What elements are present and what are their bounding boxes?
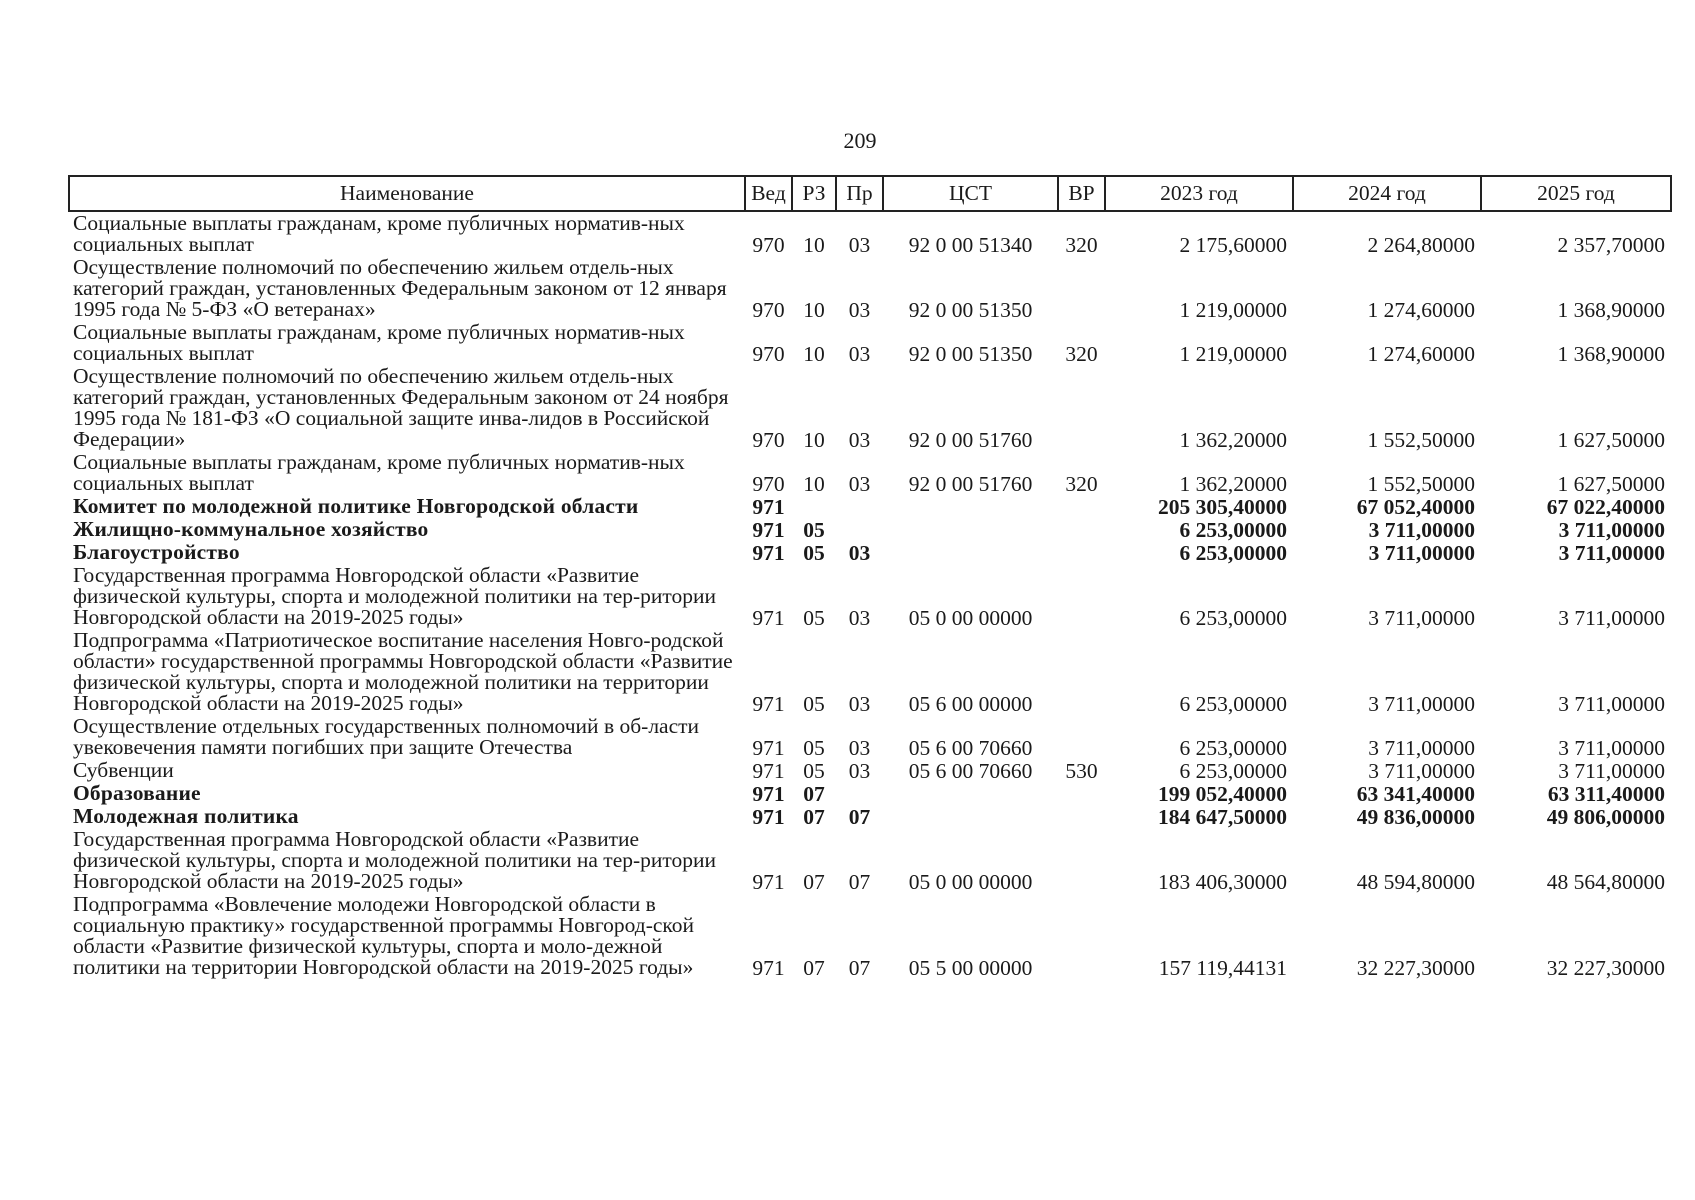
row-ved: 971 (752, 736, 785, 760)
row-cst (883, 782, 1058, 805)
row-vr (1058, 828, 1105, 893)
row-vr (1058, 365, 1105, 451)
row-2023: 184 647,50000 (1158, 805, 1287, 829)
table-row (69, 828, 1671, 893)
row-ved: 970 (752, 298, 785, 322)
row-pr: 03 (848, 541, 871, 565)
row-rz: 10 (803, 233, 825, 257)
table-row (69, 451, 1671, 495)
table-row (69, 893, 1671, 979)
row-2025: 1 368,90000 (1557, 298, 1665, 322)
row-cst: 05 6 00 70660 (908, 759, 1033, 783)
row-pr: 07 (848, 956, 871, 980)
row-vr (1058, 782, 1105, 805)
row-ved: 970 (752, 472, 785, 496)
row-2025: 67 022,40000 (1546, 495, 1665, 519)
row-2024: 32 227,30000 (1356, 956, 1475, 980)
table-row (69, 715, 1671, 759)
row-vr (1058, 893, 1105, 979)
row-cst: 92 0 00 51350 (908, 298, 1033, 322)
header-row (69, 176, 1671, 211)
row-2025: 3 711,00000 (1558, 759, 1665, 783)
row-cst: 05 6 00 70660 (908, 736, 1033, 760)
row-pr: 03 (848, 736, 871, 760)
row-2024: 3 711,00000 (1368, 541, 1475, 565)
row-ved: 970 (752, 428, 785, 452)
row-name: Жилищно-коммунальное хозяйство (73, 517, 429, 541)
row-2024: 1 552,50000 (1367, 472, 1475, 496)
row-cst (883, 518, 1058, 541)
row-2024: 48 594,80000 (1356, 870, 1475, 894)
row-2025: 3 711,00000 (1558, 606, 1665, 630)
row-2023: 183 406,30000 (1158, 870, 1287, 894)
row-2023: 6 253,00000 (1179, 541, 1287, 565)
header-2024: 2024 год (1293, 176, 1481, 211)
row-vr: 320 (1065, 233, 1098, 257)
row-rz: 05 (803, 606, 825, 630)
row-ved: 971 (752, 692, 785, 716)
row-pr: 07 (848, 870, 871, 894)
row-2025: 49 806,00000 (1546, 805, 1665, 829)
row-rz: 05 (803, 759, 825, 783)
row-rz: 10 (803, 428, 825, 452)
row-vr: 530 (1065, 759, 1098, 783)
header-pr: Пр (836, 176, 883, 211)
row-name: Образование (73, 781, 201, 805)
row-rz: 10 (803, 342, 825, 366)
table-row (69, 518, 1671, 541)
table-row (69, 759, 1671, 782)
row-2024: 3 711,00000 (1368, 518, 1475, 542)
row-ved: 970 (752, 233, 785, 257)
row-rz (792, 495, 836, 518)
row-vr (1058, 564, 1105, 629)
row-ved: 971 (752, 782, 785, 806)
row-ved: 971 (752, 805, 785, 829)
row-pr: 03 (848, 233, 871, 257)
row-cst (883, 541, 1058, 564)
row-2025: 1 627,50000 (1557, 428, 1665, 452)
table-row (69, 541, 1671, 564)
row-rz: 10 (803, 472, 825, 496)
row-pr: 03 (848, 759, 871, 783)
table-row (69, 782, 1671, 805)
row-2023: 1 219,00000 (1179, 342, 1287, 366)
row-pr: 07 (848, 805, 871, 829)
table-row (69, 629, 1671, 715)
row-2023: 6 253,00000 (1179, 518, 1287, 542)
row-rz: 07 (803, 870, 825, 894)
row-2023: 2 175,60000 (1179, 233, 1287, 257)
header-cst: ЦСТ (883, 176, 1058, 211)
row-2023: 6 253,00000 (1179, 736, 1287, 760)
row-vr (1058, 256, 1105, 321)
row-2024: 3 711,00000 (1368, 692, 1475, 716)
row-2025: 3 711,00000 (1558, 518, 1665, 542)
row-rz: 07 (803, 782, 825, 806)
header-ved: Вед (745, 176, 792, 211)
row-2024: 1 274,60000 (1367, 298, 1475, 322)
row-vr (1058, 805, 1105, 828)
table-row (69, 321, 1671, 365)
row-2023: 6 253,00000 (1179, 759, 1287, 783)
row-name: Социальные выплаты гражданам, кроме публичных норматив-ных социальных выплат (73, 211, 685, 256)
row-pr: 03 (848, 692, 871, 716)
row-name: Благоустройство (73, 540, 240, 564)
row-pr: 03 (848, 472, 871, 496)
row-cst: 05 6 00 00000 (908, 692, 1033, 716)
row-2024: 63 341,40000 (1356, 782, 1475, 806)
row-name: Государственная программа Новгородской области «Развитие физической культуры, спорта и молодежной политики на тер-ритории Новгородской области на 2019-2025 годы» (73, 563, 717, 629)
budget-table (68, 175, 1672, 979)
row-ved: 971 (752, 870, 785, 894)
row-vr: 320 (1065, 342, 1098, 366)
row-2025: 48 564,80000 (1546, 870, 1665, 894)
table-row (69, 211, 1671, 256)
row-2024: 2 264,80000 (1367, 233, 1475, 257)
row-name: Подпрограмма «Патриотическое воспитание населения Новго-родской области» государственной программы Новгородской области «Развитие физической культуры, спорта и молодежной политики на территории Новгородской области на 2019-2025 годы» (73, 628, 733, 715)
row-name: Осуществление полномочий по обеспечению жильем отдель-ных категорий граждан, установленных Федеральным законом от 12 января 1995 года № 5-ФЗ «О ветеранах» (73, 255, 727, 321)
row-ved: 971 (752, 541, 785, 565)
row-cst (883, 495, 1058, 518)
row-2023: 205 305,40000 (1158, 495, 1287, 519)
row-2024: 1 274,60000 (1367, 342, 1475, 366)
row-vr (1058, 518, 1105, 541)
row-pr (836, 518, 883, 541)
row-cst: 92 0 00 51760 (908, 428, 1033, 452)
row-ved: 971 (752, 759, 785, 783)
row-2024: 3 711,00000 (1368, 736, 1475, 760)
header-rz: РЗ (792, 176, 836, 211)
row-2024: 3 711,00000 (1368, 606, 1475, 630)
row-ved: 971 (752, 956, 785, 980)
row-rz: 07 (803, 956, 825, 980)
page-number: 209 (843, 128, 877, 153)
row-rz: 05 (803, 541, 825, 565)
row-name: Социальные выплаты гражданам, кроме публичных норматив-ных социальных выплат (73, 450, 685, 495)
row-ved: 971 (752, 606, 785, 630)
row-name: Комитет по молодежной политике Новгородской области (73, 494, 639, 518)
row-rz: 05 (803, 692, 825, 716)
row-2023: 199 052,40000 (1158, 782, 1287, 806)
row-vr: 320 (1065, 472, 1098, 496)
row-2025: 63 311,40000 (1547, 782, 1665, 806)
row-rz: 07 (803, 805, 825, 829)
row-2025: 3 711,00000 (1558, 541, 1665, 565)
row-ved: 970 (752, 342, 785, 366)
table-row (69, 365, 1671, 451)
row-cst (883, 805, 1058, 828)
table-body (69, 211, 1671, 979)
row-ved: 971 (752, 495, 785, 519)
row-pr: 03 (848, 342, 871, 366)
row-2023: 6 253,00000 (1179, 606, 1287, 630)
row-cst: 05 5 00 00000 (908, 956, 1033, 980)
row-2025: 1 627,50000 (1557, 472, 1665, 496)
row-2025: 2 357,70000 (1557, 233, 1665, 257)
row-2023: 1 362,20000 (1179, 428, 1287, 452)
row-pr (836, 782, 883, 805)
row-cst: 05 0 00 00000 (908, 606, 1033, 630)
row-vr (1058, 495, 1105, 518)
row-name: Подпрограмма «Вовлечение молодежи Новгородской области в социальную практику» государственной программы Новгород-ской области «Развитие физической культуры, спорта и моло-дежной политики на территории Новгородской области на 2019-2025 годы» (73, 892, 695, 979)
row-2023: 157 119,44131 (1158, 956, 1287, 980)
table-row (69, 805, 1671, 828)
row-name: Социальные выплаты гражданам, кроме публичных норматив-ных социальных выплат (73, 320, 685, 365)
row-name: Субвенции (73, 758, 174, 782)
row-pr: 03 (848, 298, 871, 322)
row-vr (1058, 715, 1105, 759)
header-name: Наименование (69, 176, 745, 211)
row-name: Государственная программа Новгородской области «Развитие физической культуры, спорта и молодежной политики на тер-ритории Новгородской области на 2019-2025 годы» (73, 827, 717, 893)
table-row (69, 564, 1671, 629)
row-pr: 03 (848, 428, 871, 452)
table-row (69, 256, 1671, 321)
row-pr: 03 (848, 606, 871, 630)
row-2024: 1 552,50000 (1367, 428, 1475, 452)
row-2025: 3 711,00000 (1558, 692, 1665, 716)
header-2023: 2023 год (1105, 176, 1293, 211)
header-2025: 2025 год (1481, 176, 1671, 211)
row-rz: 05 (803, 518, 825, 542)
row-cst: 05 0 00 00000 (908, 870, 1033, 894)
row-name: Осуществление полномочий по обеспечению жильем отдель-ных категорий граждан, установленных Федеральным законом от 24 ноября 1995 года № 181-ФЗ «О социальной защите инва-лидов в Российской Федерации» (73, 364, 729, 451)
row-vr (1058, 629, 1105, 715)
header-vr: ВР (1058, 176, 1105, 211)
row-cst: 92 0 00 51340 (908, 233, 1033, 257)
row-2025: 3 711,00000 (1558, 736, 1665, 760)
row-pr (836, 495, 883, 518)
row-2024: 49 836,00000 (1356, 805, 1475, 829)
row-cst: 92 0 00 51760 (908, 472, 1033, 496)
row-vr (1058, 541, 1105, 564)
row-ved: 971 (752, 518, 785, 542)
table-row (69, 495, 1671, 518)
row-rz: 10 (803, 298, 825, 322)
table-header (69, 176, 1671, 211)
row-2023: 1 362,20000 (1179, 472, 1287, 496)
row-2024: 3 711,00000 (1368, 759, 1475, 783)
row-2023: 6 253,00000 (1179, 692, 1287, 716)
row-cst: 92 0 00 51350 (908, 342, 1033, 366)
row-name: Молодежная политика (73, 804, 299, 828)
row-2024: 67 052,40000 (1356, 495, 1475, 519)
row-name: Осуществление отдельных государственных полномочий в об-ласти увековечения памяти погибших при защите Отечества (73, 714, 700, 759)
row-rz: 05 (803, 736, 825, 760)
row-2025: 32 227,30000 (1546, 956, 1665, 980)
row-2023: 1 219,00000 (1179, 298, 1287, 322)
row-2025: 1 368,90000 (1557, 342, 1665, 366)
